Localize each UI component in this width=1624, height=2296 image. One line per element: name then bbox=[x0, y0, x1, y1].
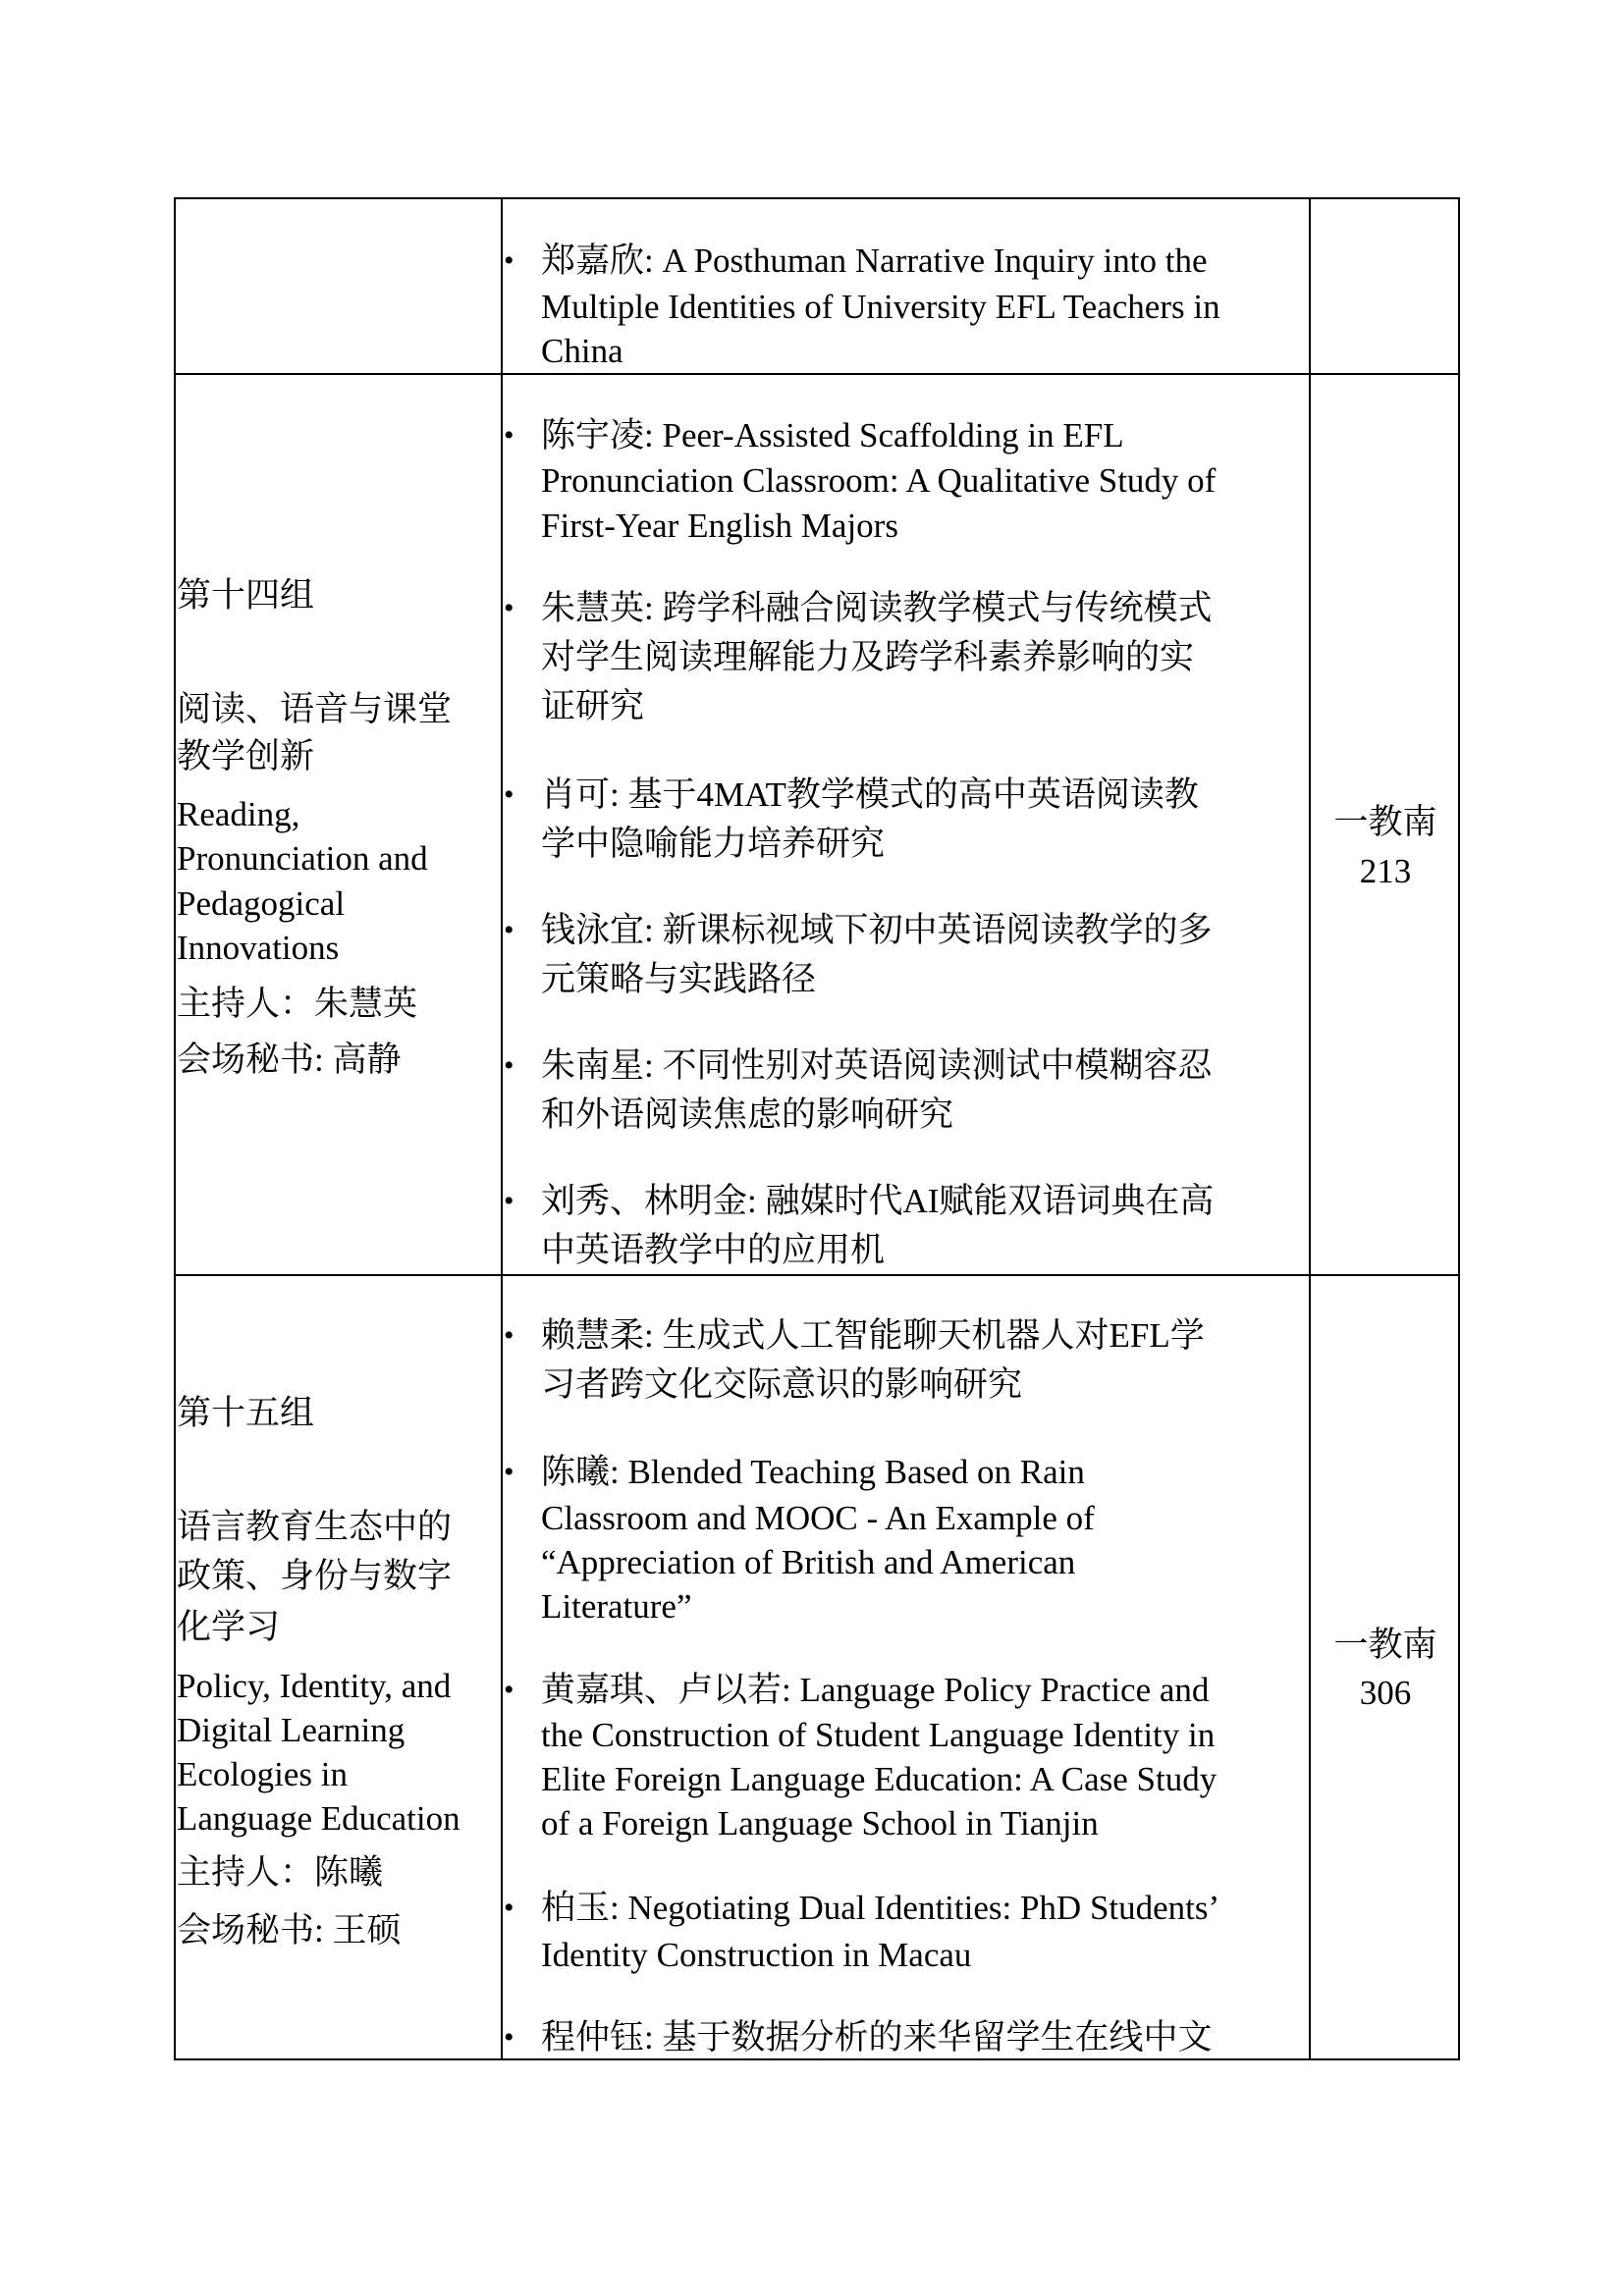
room-label-line: 306 bbox=[1359, 1674, 1412, 1712]
group-label-line: Reading, bbox=[177, 795, 300, 833]
bullet-icon: • bbox=[504, 419, 514, 452]
bullet-icon: • bbox=[504, 1319, 514, 1352]
bullet-icon: • bbox=[504, 1049, 514, 1082]
table-border bbox=[1458, 197, 1460, 2060]
presentation-line: 陈宇凌: Peer-Assisted Scaffolding in EFL bbox=[541, 416, 1124, 454]
presentation-line: Multiple Identities of University EFL Teachers in bbox=[541, 288, 1220, 326]
column-divider bbox=[1309, 197, 1311, 2060]
presentation-line: 习者跨文化交际意识的影响研究 bbox=[541, 1365, 1023, 1404]
table-border bbox=[174, 197, 1460, 199]
presentation-line: 朱南星: 不同性别对英语阅读测试中模糊容忍 bbox=[541, 1046, 1213, 1085]
row-divider bbox=[174, 373, 1460, 375]
group-label-line: 阅读、语音与课堂 bbox=[177, 690, 453, 728]
bullet-icon: • bbox=[504, 778, 514, 811]
table-border bbox=[174, 197, 176, 2060]
group-label-line: Ecologies in bbox=[177, 1755, 348, 1793]
room-label-line: 一教南 bbox=[1333, 803, 1437, 841]
bullet-icon: • bbox=[504, 1674, 514, 1706]
group-label-line: 会场秘书: 高静 bbox=[177, 1041, 402, 1079]
presentation-line: 肖可: 基于4MAT教学模式的高中英语阅读教 bbox=[541, 775, 1199, 814]
presentation-line: 赖慧柔: 生成式人工智能聊天机器人对EFL学 bbox=[541, 1316, 1205, 1355]
presentation-line: of a Foreign Language School in Tianjin bbox=[541, 1804, 1099, 1842]
bullet-icon: • bbox=[504, 1185, 514, 1217]
presentation-line: First-Year English Majors bbox=[541, 507, 898, 545]
presentation-line: Identity Construction in Macau bbox=[541, 1936, 972, 1974]
column-divider bbox=[501, 197, 503, 2060]
presentation-line: 和外语阅读焦虑的影响研究 bbox=[541, 1095, 954, 1134]
group-label-line: 主持人：朱慧英 bbox=[177, 985, 418, 1023]
room-label-line: 213 bbox=[1359, 852, 1412, 890]
bullet-icon: • bbox=[504, 1892, 514, 1924]
presentation-line: 黄嘉琪、卢以若: Language Policy Practice and bbox=[541, 1671, 1210, 1709]
presentation-line: 学中隐喻能力培养研究 bbox=[541, 825, 886, 863]
group-label-line: 第十四组 bbox=[177, 576, 315, 614]
bullet-icon: • bbox=[504, 1456, 514, 1488]
presentation-line: Classroom and MOOC - An Example of bbox=[541, 1499, 1095, 1537]
group-label-line: Innovations bbox=[177, 929, 340, 967]
bullet-icon: • bbox=[504, 592, 514, 624]
presentation-line: the Construction of Student Language Identity in bbox=[541, 1716, 1216, 1754]
presentation-line: 柏玉: Negotiating Dual Identities: PhD Students’ bbox=[541, 1889, 1220, 1927]
bullet-icon: • bbox=[504, 244, 514, 277]
group-label-line: 会场秘书: 王硕 bbox=[177, 1911, 402, 1949]
presentation-line: Pronunciation Classroom: A Qualitative Study of bbox=[541, 461, 1217, 500]
presentation-line: “Appreciation of British and American bbox=[541, 1543, 1076, 1581]
presentation-line: 证研究 bbox=[541, 687, 645, 725]
presentation-line: 元策略与实践路径 bbox=[541, 960, 817, 998]
group-label-line: Pedagogical bbox=[177, 884, 346, 923]
group-label-line: Digital Learning bbox=[177, 1711, 406, 1749]
presentation-line: 刘秀、林明金: 融媒时代AI赋能双语词典在高 bbox=[541, 1182, 1215, 1220]
group-label-line: 主持人：陈曦 bbox=[177, 1853, 384, 1892]
room-label-line: 一教南 bbox=[1333, 1626, 1437, 1664]
presentation-line: 中英语教学中的应用机 bbox=[541, 1231, 886, 1269]
row-divider bbox=[174, 1274, 1460, 1276]
presentation-line: 程仲钰: 基于数据分析的来华留学生在线中文 bbox=[541, 2018, 1213, 2056]
group-label-line: 语言教育生态中的 bbox=[177, 1508, 453, 1546]
presentation-line: 对学生阅读理解能力及跨学科素养影响的实 bbox=[541, 638, 1195, 676]
group-label-line: 教学创新 bbox=[177, 737, 315, 775]
presentation-line: 朱慧英: 跨学科融合阅读教学模式与传统模式 bbox=[541, 589, 1213, 627]
group-label-line: 化学习 bbox=[177, 1608, 281, 1646]
bullet-icon: • bbox=[504, 914, 514, 946]
presentation-line: 郑嘉欣: A Posthuman Narrative Inquiry into the bbox=[541, 241, 1208, 280]
group-label-line: 政策、身份与数字 bbox=[177, 1557, 453, 1595]
group-label-line: 第十五组 bbox=[177, 1394, 315, 1432]
group-label-line: Policy, Identity, and bbox=[177, 1667, 452, 1705]
group-label-line: Language Education bbox=[177, 1799, 460, 1838]
presentation-line: 陈曦: Blended Teaching Based on Rain bbox=[541, 1453, 1085, 1491]
presentation-line: 钱泳宜: 新课标视域下初中英语阅读教学的多 bbox=[541, 911, 1213, 949]
presentation-line: Elite Foreign Language Education: A Case Study bbox=[541, 1760, 1218, 1798]
bullet-icon: • bbox=[504, 2021, 514, 2054]
group-label-line: Pronunciation and bbox=[177, 839, 428, 878]
presentation-line: China bbox=[541, 332, 623, 370]
presentation-line: Literature” bbox=[541, 1587, 692, 1626]
